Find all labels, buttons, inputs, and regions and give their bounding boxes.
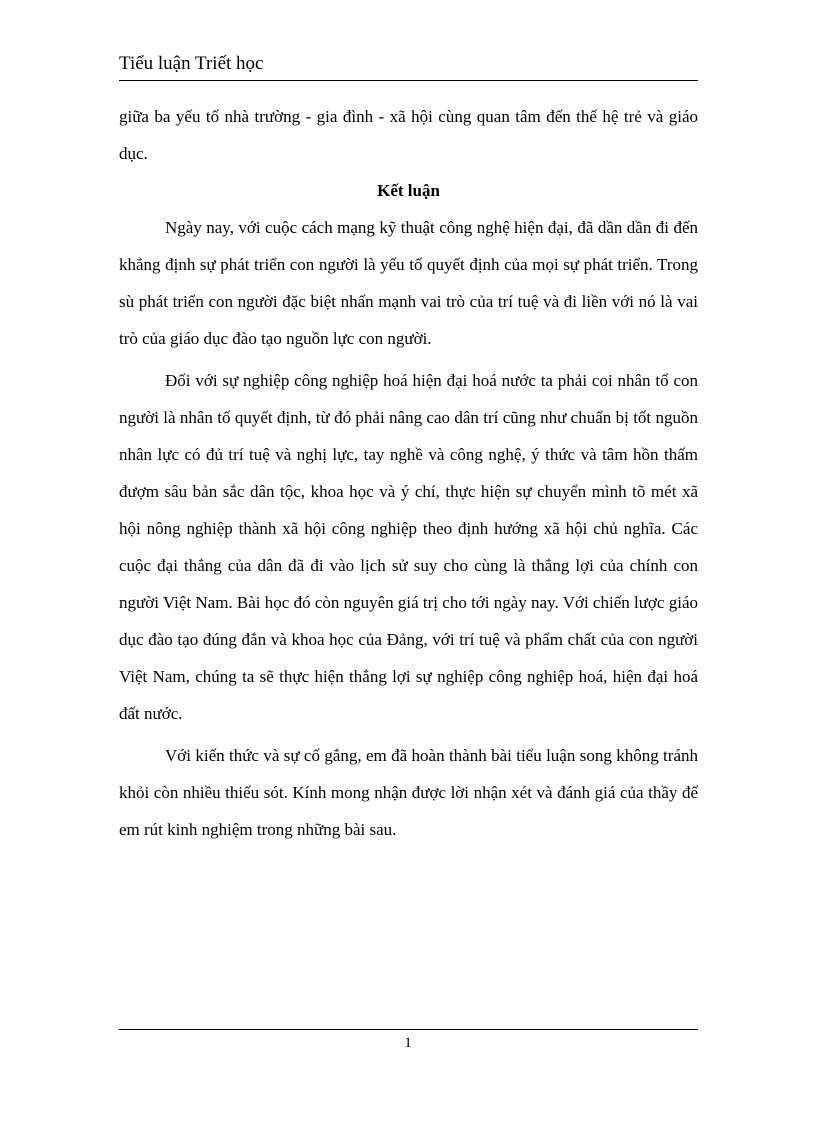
page-number: 1 [404, 1035, 412, 1051]
paragraph-2: Đối với sự nghiệp công nghiệp hoá hiện đại hoá nước ta phải coi nhân tố con người là nhân tố quyết định, từ đó phải nâng cao dân trí cũng như chuẩn bị tốt nguồn nhân lực có đủ trí tuệ và nghị lực, tay nghề và công nghệ, ý thức và tâm hồn thấm đượm sâu bản sắc dân tộc, khoa học và ý chí, thực hiện sự chuyển mình tõ mét xã hội nông nghiệp thành xã hội công nghiệp theo định hướng xã hội chủ nghĩa. Các cuộc đại thắng của dân đã đi vào lịch sử suy cho cùng là thắng lợi của chính con người Việt Nam. Bài học đó còn nguyên giá trị cho tới ngày nay. Với chiến lược giáo dục đào tạo đúng đắn và khoa học của Đảng, với trí tuệ và phẩm chất của con người Việt Nam, chúng ta sẽ thực hiện thắng lợi sự nghiệp công nghiệp hoá, hiện đại hoá đất nước. [119, 371, 698, 723]
paragraph-1: Ngày nay, với cuộc cách mạng kỹ thuật công nghệ hiện đại, đã dần dần đi đến khẳng định sự phát triển con người là yếu tố quyết định của mọi sự phát triển. Trong sù phát triển con người đặc biệt nhấn mạnh vai trò của trí tuệ và đi liền với nó là vai trò của giáo dục đào tạo nguồn lực con người. [119, 218, 698, 348]
continuation-paragraph: giữa ba yếu tố nhà trường - gia đình - xã hội cùng quan tâm đến thế hệ trẻ và giáo dục. [119, 107, 698, 163]
header-title: Tiểu luận Triết học [119, 53, 264, 74]
section-heading: Kết luận [377, 181, 440, 200]
document-body [119, 98, 698, 848]
page-header [119, 50, 698, 81]
footer-rule [119, 1029, 698, 1030]
paragraph-3: Với kiến thức và sự cố gắng, em đã hoàn thành bài tiểu luận song không tránh khỏi còn nhiều thiếu sót. Kính mong nhận được lời nhận xét và đánh giá của thầy để em rút kinh nghiệm trong những bài sau. [119, 746, 698, 839]
